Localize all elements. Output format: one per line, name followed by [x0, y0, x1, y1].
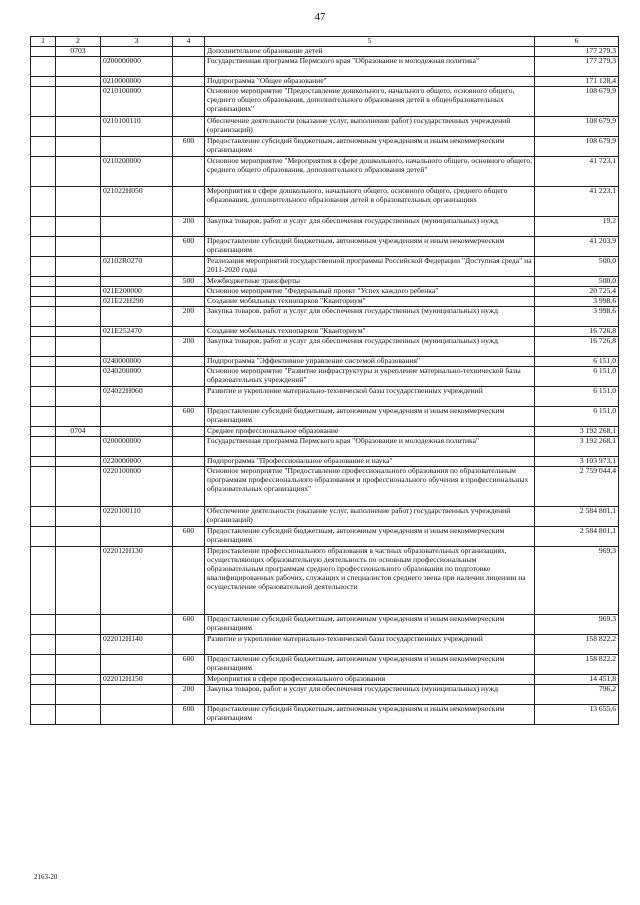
section-code-cell — [56, 546, 101, 614]
expense-type-cell: 600 — [173, 236, 205, 256]
article-code-cell: 022012Н130 — [101, 546, 173, 614]
amount-cell: 19,2 — [535, 216, 619, 236]
item-name-cell: Предоставление субсидий бюджетным, автономным учреждениям и иным некоммерческим организациям — [205, 236, 535, 256]
table-row — [31, 46, 619, 56]
item-name-cell: Закупка товаров, работ и услуг для обеспечения государственных (муниципальных) нужд — [205, 684, 535, 704]
blank-cell — [31, 366, 56, 386]
table-row — [31, 296, 619, 306]
article-code-cell — [101, 684, 173, 704]
amount-cell: 41 203,9 — [535, 236, 619, 256]
item-name-cell: Мероприятия в сфере дошкольного, начального общего, основного общего, среднего общего образования, дополнительного образования детей в образовательных организациях — [205, 186, 535, 216]
footer-code: 2163-20 — [34, 873, 58, 881]
blank-cell — [31, 674, 56, 684]
amount-cell: 6 151,0 — [535, 356, 619, 366]
expense-type-cell: 200 — [173, 336, 205, 356]
blank-cell — [31, 86, 56, 116]
table-row — [31, 406, 619, 426]
amount-cell: 2 584 801,1 — [535, 506, 619, 526]
section-code-cell — [56, 186, 101, 216]
section-code-cell — [56, 614, 101, 634]
section-code-cell — [56, 156, 101, 186]
amount-cell: 2 584 801,1 — [535, 526, 619, 546]
section-code-cell — [56, 306, 101, 326]
amount-cell: 177 279,3 — [535, 56, 619, 76]
article-code-cell — [101, 526, 173, 546]
article-code-cell: 0220100110 — [101, 506, 173, 526]
blank-cell — [31, 426, 56, 436]
blank-cell — [31, 456, 56, 466]
blank-cell — [31, 386, 56, 406]
amount-cell: 3 998,6 — [535, 296, 619, 306]
expense-type-cell — [173, 256, 205, 276]
amount-cell: 500,0 — [535, 256, 619, 276]
table-row — [31, 506, 619, 526]
expense-type-cell — [173, 296, 205, 306]
article-code-cell: 0200000000 — [101, 436, 173, 456]
blank-cell — [31, 506, 56, 526]
table-body — [31, 46, 619, 724]
expense-type-cell — [173, 546, 205, 614]
expense-type-cell: 600 — [173, 704, 205, 724]
amount-cell: 3 192 268,1 — [535, 426, 619, 436]
item-name-cell: Подпрограмма "Общее образование" — [205, 76, 535, 86]
article-code-cell — [101, 236, 173, 256]
amount-cell: 158 822,2 — [535, 654, 619, 674]
expense-type-cell: 600 — [173, 526, 205, 546]
section-code-cell — [56, 76, 101, 86]
table-row — [31, 136, 619, 156]
blank-cell — [31, 76, 56, 86]
blank-cell — [31, 336, 56, 356]
blank-cell — [31, 634, 56, 654]
section-code-cell — [56, 704, 101, 724]
table-row — [31, 286, 619, 296]
table-row — [31, 386, 619, 406]
table-row — [31, 326, 619, 336]
table-row — [31, 56, 619, 76]
item-name-cell: Подпрограмма "Эффективное управление системой образования" — [205, 356, 535, 366]
section-code-cell — [56, 436, 101, 456]
table-row — [31, 526, 619, 546]
blank-cell — [31, 116, 56, 136]
amount-cell: 6 151,0 — [535, 366, 619, 386]
section-code-cell — [56, 336, 101, 356]
table-row — [31, 236, 619, 256]
section-code-cell — [56, 56, 101, 76]
article-code-cell: 021Е252470 — [101, 326, 173, 336]
article-code-cell: 021Е200000 — [101, 286, 173, 296]
expense-type-cell — [173, 366, 205, 386]
header-cell: 6 — [535, 37, 619, 47]
article-code-cell: 02102R0270 — [101, 256, 173, 276]
blank-cell — [31, 216, 56, 236]
article-code-cell — [101, 136, 173, 156]
table-row — [31, 426, 619, 436]
blank-cell — [31, 466, 56, 506]
blank-cell — [31, 276, 56, 286]
item-name-cell: Предоставление субсидий бюджетным, автономным учреждениям и иным некоммерческим организациям — [205, 526, 535, 546]
amount-cell: 6 151,0 — [535, 386, 619, 406]
amount-cell: 14 451,8 — [535, 674, 619, 684]
table-row — [31, 186, 619, 216]
item-name-cell: Государственная программа Пермского края "Образование и молодежная политика" — [205, 436, 535, 456]
expense-type-cell — [173, 674, 205, 684]
table-row — [31, 336, 619, 356]
expense-type-cell — [173, 156, 205, 186]
section-code-cell — [56, 86, 101, 116]
blank-cell — [31, 526, 56, 546]
blank-cell — [31, 406, 56, 426]
amount-cell: 108 679,9 — [535, 86, 619, 116]
blank-cell — [31, 236, 56, 256]
blank-cell — [31, 356, 56, 366]
expense-type-cell — [173, 186, 205, 216]
amount-cell: 3 103 973,1 — [535, 456, 619, 466]
header-cell: 4 — [173, 37, 205, 47]
amount-cell: 16 726,8 — [535, 326, 619, 336]
blank-cell — [31, 306, 56, 326]
table-row — [31, 614, 619, 634]
expense-type-cell — [173, 466, 205, 506]
amount-cell: 108 679,9 — [535, 136, 619, 156]
section-code-cell — [56, 136, 101, 156]
item-name-cell: Предоставление субсидий бюджетным, автономным учреждениям и иным некоммерческим организациям — [205, 136, 535, 156]
amount-cell: 796,2 — [535, 684, 619, 704]
article-code-cell — [101, 46, 173, 56]
item-name-cell: Закупка товаров, работ и услуг для обеспечения государственных (муниципальных) нужд — [205, 336, 535, 356]
blank-cell — [31, 684, 56, 704]
table-row — [31, 674, 619, 684]
section-code-cell — [56, 366, 101, 386]
section-code-cell — [56, 356, 101, 366]
blank-cell — [31, 546, 56, 614]
section-code-cell — [56, 216, 101, 236]
expense-type-cell: 600 — [173, 136, 205, 156]
table-row — [31, 654, 619, 674]
amount-cell: 158 822,2 — [535, 634, 619, 654]
section-code-cell: 0704 — [56, 426, 101, 436]
amount-cell: 969,3 — [535, 614, 619, 634]
expense-type-cell — [173, 426, 205, 436]
article-code-cell — [101, 336, 173, 356]
item-name-cell: Основное мероприятие "Предоставление профессионального образования по образовательным программам профессионального образования и профессионального обучения в профессиональных образовательных организациях" — [205, 466, 535, 506]
expense-type-cell — [173, 506, 205, 526]
section-code-cell — [56, 506, 101, 526]
header-cell: 5 — [205, 37, 535, 47]
header-cell: 2 — [56, 37, 101, 47]
table-row — [31, 356, 619, 366]
item-name-cell: Реализация мероприятий государственной программы Российской Федерации "Доступная среда" на 2011-2020 годы — [205, 256, 535, 276]
expense-type-cell — [173, 386, 205, 406]
header-cell: 3 — [101, 37, 173, 47]
expense-type-cell: 600 — [173, 614, 205, 634]
table-row — [31, 366, 619, 386]
item-name-cell: Мероприятия в сфере профессионального образования — [205, 674, 535, 684]
article-code-cell: 0240200000 — [101, 366, 173, 386]
amount-cell: 41 723,1 — [535, 156, 619, 186]
expense-type-cell: 200 — [173, 306, 205, 326]
item-name-cell: Предоставление профессионального образования в частных образовательных организациях, осуществляющих образовательную деятельность по основным профессиональным образовательным программам среднего профессионального образования по подготовке квалифицированных рабочих, служащих и специалистов среднего звена при наличии лицензии на осуществление образовательной деятельности — [205, 546, 535, 614]
blank-cell — [31, 654, 56, 674]
article-code-cell: 024022Н060 — [101, 386, 173, 406]
article-code-cell: 0240000000 — [101, 356, 173, 366]
amount-cell: 20 725,4 — [535, 286, 619, 296]
expense-type-cell: 500 — [173, 276, 205, 286]
article-code-cell: 022012Н150 — [101, 674, 173, 684]
article-code-cell: 0210200000 — [101, 156, 173, 186]
amount-cell: 171 128,4 — [535, 76, 619, 86]
table-header — [31, 37, 619, 47]
section-code-cell — [56, 654, 101, 674]
article-code-cell — [101, 406, 173, 426]
section-code-cell — [56, 526, 101, 546]
amount-cell: 6 151,0 — [535, 406, 619, 426]
expense-type-cell: 200 — [173, 684, 205, 704]
item-name-cell: Среднее профессиональное образование — [205, 426, 535, 436]
article-code-cell: 0220000000 — [101, 456, 173, 466]
blank-cell — [31, 436, 56, 456]
section-code-cell — [56, 466, 101, 506]
item-name-cell: Основное мероприятие "Предоставление дошкольного, начального общего, основного общего, среднего общего образования, дополнительного образования детей в общеобразовательных организациях" — [205, 86, 535, 116]
blank-cell — [31, 326, 56, 336]
section-code-cell — [56, 634, 101, 654]
item-name-cell: Предоставление субсидий бюджетным, автономным учреждениям и иным некоммерческим организациям — [205, 614, 535, 634]
section-code-cell — [56, 236, 101, 256]
item-name-cell: Развитие и укрепление материально-технической базы государственных учреждений — [205, 386, 535, 406]
item-name-cell: Закупка товаров, работ и услуг для обеспечения государственных (муниципальных) нужд — [205, 306, 535, 326]
article-code-cell: 0210000000 — [101, 76, 173, 86]
section-code-cell — [56, 674, 101, 684]
expense-type-cell: 600 — [173, 654, 205, 674]
section-code-cell — [56, 256, 101, 276]
section-code-cell — [56, 456, 101, 466]
table-row — [31, 546, 619, 614]
table-row — [31, 276, 619, 286]
article-code-cell — [101, 654, 173, 674]
page-number: 47 — [314, 11, 326, 23]
item-name-cell: Предоставление субсидий бюджетным, автономным учреждениям и иным некоммерческим организациям — [205, 406, 535, 426]
header-cell: 1 — [31, 37, 56, 47]
item-name-cell: Предоставление субсидий бюджетным, автономным учреждениям и иным некоммерческим организациям — [205, 704, 535, 724]
amount-cell: 500,0 — [535, 276, 619, 286]
expense-type-cell — [173, 436, 205, 456]
expense-type-cell — [173, 56, 205, 76]
item-name-cell: Обеспечение деятельности (оказание услуг, выполнение работ) государственных учреждений (организаций) — [205, 116, 535, 136]
item-name-cell: Государственная программа Пермского края "Образование и молодежная политика" — [205, 56, 535, 76]
table-row — [31, 306, 619, 326]
article-code-cell: 022012Н140 — [101, 634, 173, 654]
table-row — [31, 466, 619, 506]
blank-cell — [31, 46, 56, 56]
item-name-cell: Дополнительное образование детей — [205, 46, 535, 56]
section-code-cell — [56, 276, 101, 286]
expense-type-cell — [173, 356, 205, 366]
table-row — [31, 704, 619, 724]
article-code-cell — [101, 276, 173, 286]
blank-cell — [31, 156, 56, 186]
blank-cell — [31, 186, 56, 216]
expense-type-cell: 600 — [173, 406, 205, 426]
item-name-cell: Подпрограмма "Профессиональное образование и наука" — [205, 456, 535, 466]
expense-type-cell — [173, 46, 205, 56]
item-name-cell: Создание мобильных технопарков "Кванториум" — [205, 296, 535, 306]
amount-cell: 108 679,9 — [535, 116, 619, 136]
section-code-cell — [56, 286, 101, 296]
item-name-cell: Межбюджетные трансферты — [205, 276, 535, 286]
expense-type-cell — [173, 286, 205, 296]
item-name-cell: Основное мероприятие "Развитие инфраструктуры и укрепление материально-технической базы образовательных учреждений" — [205, 366, 535, 386]
table-row — [31, 216, 619, 236]
expense-type-cell — [173, 634, 205, 654]
blank-cell — [31, 286, 56, 296]
table-row — [31, 116, 619, 136]
item-name-cell: Основное мероприятие "Мероприятия в сфере дошкольного, начального общего, основного общего, среднего общего образования, дополнительного образования детей" — [205, 156, 535, 186]
blank-cell — [31, 256, 56, 276]
expense-type-cell — [173, 86, 205, 116]
section-code-cell — [56, 386, 101, 406]
item-name-cell: Основное мероприятие "Федеральный проект "Успех каждого ребенка" — [205, 286, 535, 296]
amount-cell: 13 655,6 — [535, 704, 619, 724]
article-code-cell: 021022Н050 — [101, 186, 173, 216]
expense-type-cell: 200 — [173, 216, 205, 236]
amount-cell: 3 998,6 — [535, 306, 619, 326]
expense-type-cell — [173, 456, 205, 466]
table-row — [31, 634, 619, 654]
section-code-cell — [56, 326, 101, 336]
section-code-cell — [56, 116, 101, 136]
table-row — [31, 436, 619, 456]
amount-cell: 2 759 044,4 — [535, 466, 619, 506]
article-code-cell: 0220100000 — [101, 466, 173, 506]
amount-cell: 41 223,1 — [535, 186, 619, 216]
article-code-cell: 0210100000 — [101, 86, 173, 116]
item-name-cell: Закупка товаров, работ и услуг для обеспечения государственных (муниципальных) нужд — [205, 216, 535, 236]
amount-cell: 3 192 268,1 — [535, 436, 619, 456]
section-code-cell: 0703 — [56, 46, 101, 56]
amount-cell: 16 726,8 — [535, 336, 619, 356]
item-name-cell: Развитие и укрепление материально-технической базы государственных учреждений — [205, 634, 535, 654]
blank-cell — [31, 704, 56, 724]
article-code-cell: 0210100110 — [101, 116, 173, 136]
amount-cell: 969,3 — [535, 546, 619, 614]
item-name-cell: Обеспечение деятельности (оказание услуг, выполнение работ) государственных учреждений (организаций) — [205, 506, 535, 526]
article-code-cell: 021Е22Н290 — [101, 296, 173, 306]
table-row — [31, 456, 619, 466]
article-code-cell — [101, 216, 173, 236]
blank-cell — [31, 56, 56, 76]
amount-cell: 177 279,3 — [535, 46, 619, 56]
article-code-cell — [101, 306, 173, 326]
table-row — [31, 86, 619, 116]
blank-cell — [31, 136, 56, 156]
section-code-cell — [56, 406, 101, 426]
item-name-cell: Создание мобильных технопарков "Кванториум" — [205, 326, 535, 336]
expense-type-cell — [173, 76, 205, 86]
item-name-cell: Предоставление субсидий бюджетным, автономным учреждениям и иным некоммерческим организациям — [205, 654, 535, 674]
article-code-cell — [101, 704, 173, 724]
section-code-cell — [56, 296, 101, 306]
table-row — [31, 256, 619, 276]
blank-cell — [31, 614, 56, 634]
article-code-cell: 0200000000 — [101, 56, 173, 76]
budget-table — [30, 36, 619, 725]
section-code-cell — [56, 684, 101, 704]
article-code-cell — [101, 426, 173, 436]
table-row — [31, 156, 619, 186]
blank-cell — [31, 296, 56, 306]
table-row — [31, 684, 619, 704]
article-code-cell — [101, 614, 173, 634]
table-row — [31, 76, 619, 86]
expense-type-cell — [173, 326, 205, 336]
expense-type-cell — [173, 116, 205, 136]
